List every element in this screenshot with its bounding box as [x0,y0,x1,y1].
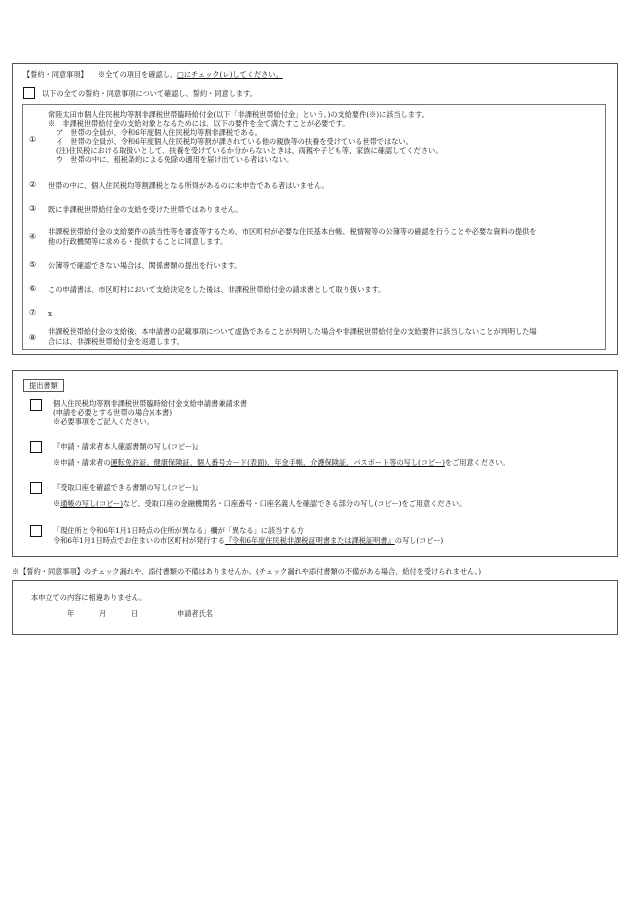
doc2-checkbox[interactable] [30,441,42,453]
pledge-header-note: ※全ての項目を確認し、 [98,70,178,79]
pledge-header-note-underlined: □にチェック(レ)してください。 [177,70,283,79]
documents-title-wrap [23,379,64,392]
item2-number: ② [29,180,37,189]
item1-line4: イ 世帯の全員が、令和6年度個人住民税均等割が課されている他の親族等の扶養を受けている世帯ではない。 [56,137,413,146]
doc3-note-underlined: 通帳の写し(コピー) [60,499,124,508]
pledge-items-box [22,104,606,350]
pledge-header [23,70,283,79]
doc1-line1: 個人住民税均等割非課税世帯臨時給付金支給申請書兼請求書 [53,399,248,408]
doc4-line2-prefix: 令和6年1月1日時点でお住まいの市区町村が発行する [53,536,225,545]
doc4-line2-underlined: 『令和6年度住民税非課税証明書または課税証明書』 [224,536,395,545]
pledge-header-title: 【誓約・同意事項】 [23,70,88,79]
item8-number: ⑧ [29,333,37,342]
item1-line2: ※ 非課税世帯給付金の支給対象となるためには、以下の要件を全て満たすことが必要です。 [48,119,350,128]
item1-line1: 常陸太田市個人住民税均等割非課税世帯臨時給付金(以下「非課税世帯給付金」という。)の支給要件(※)に該当します。 [48,110,429,119]
day-label: 日 [131,609,139,618]
item4-number: ④ [29,232,37,241]
item1-number: ① [29,135,37,144]
warning-note: ※【誓約・同意事項】のチェック漏れや、添付書類の不備はありませんか。(チェック漏れや添付書類の不備がある場合、給付を受けられません。) [12,567,482,576]
doc3-checkbox[interactable] [30,482,42,494]
doc4-line2 [53,536,443,545]
month-label: 月 [99,609,107,618]
year-label: 年 [67,609,75,618]
doc2-note-suffix: をご用意ください。 [444,458,510,467]
item3-text: 既に非課税世帯給付金の支給を受けた世帯ではありません。 [48,205,243,214]
item1-line3: ア 世帯の全員が、令和6年度個人住民税均等割非課税である。 [56,128,262,137]
item4-line2: 他の行政機関等に求める・提供することに同意します。 [48,237,228,246]
documents-section [12,370,618,557]
doc3-note-suffix: など、受取口座の金融機関名・口座番号・口座名義人を確認できる部分の写し(コピー)をご用意ください。 [123,499,467,508]
doc2-note-underlined: 運転免許証、健康保険証、個人番号カード(表面)、年金手帳、介護保険証、パスポート等の写し(コピー) [110,458,445,467]
item8-line1: 非課税世帯給付金の支給後、本申請書の記載事項について虚偽であることが判明した場合や非課税世帯給付金の支給要件に該当しないことが判明した場 [48,327,537,336]
item4-line1: 非課税世帯給付金の支給要件の該当性等を審査等するため、市区町村が必要な住民基本台帳、税情報等の公簿等の確認を行うことや必要な資料の提供を [48,227,537,236]
item8-line2: 合には、非課税世帯給付金を返還します。 [48,337,184,346]
doc2-title: 『申請・請求者本人確認書類の写し(コピー)』 [53,442,203,451]
item2-text: 世帯の中に、個人住民税均等割課税となる所得があるのに未申告である者はいません。 [48,181,329,190]
agree-all-label: 以下の全ての誓約・同意事項について確認し、誓約・同意します。 [42,89,257,98]
item1-line6: ウ 世帯の中に、租税条約による免除の適用を届け出ている者はいない。 [56,155,294,164]
agree-all-checkbox[interactable] [23,87,35,99]
item7-number: ⑦ [29,308,37,317]
doc2-note-prefix: ※申請・請求者の [53,458,111,467]
pledge-section [12,63,618,355]
applicant-name-label: 申請者氏名 [177,609,213,618]
item3-number: ③ [29,204,37,213]
doc2-note [53,458,510,467]
item5-number: ⑤ [29,260,37,269]
doc4-checkbox[interactable] [30,525,42,537]
confirmation-section [12,580,618,635]
item6-text: この申請書は、市区町村において支給決定をした後は、非課税世帯給付金の請求書として取り扱います。 [48,285,386,294]
documents-title: 提出書類 [23,379,64,392]
confirmation-text: 本申立ての内容に相違ありません。 [31,593,147,602]
item7-text: x [48,309,53,318]
doc1-line2: (申請を必要とする世帯の場合)(本書) [53,408,173,417]
item6-number: ⑥ [29,284,37,293]
doc1-checkbox[interactable] [30,399,42,411]
doc3-note [53,499,466,508]
doc4-line1: 「現住所と令和6年1月1日時点の住所が異なる」欄が「異なる」に該当する方 [53,526,304,535]
doc1-line3: ※必要事項をご記入ください。 [53,417,154,426]
doc4-line2-suffix: の写し(コピー) [394,536,444,545]
item5-text: 公簿等で確認できない場合は、関係書類の提出を行います。 [48,261,242,270]
doc3-title: 『受取口座を確認できる書類の写し(コピー)』 [53,483,203,492]
item1-line5: (注)住民税における取扱いとして、扶養を受けているか分からないときは、両親や子ども等、家族に確認してください。 [56,146,443,155]
doc3-note-prefix: ※ [53,499,61,508]
